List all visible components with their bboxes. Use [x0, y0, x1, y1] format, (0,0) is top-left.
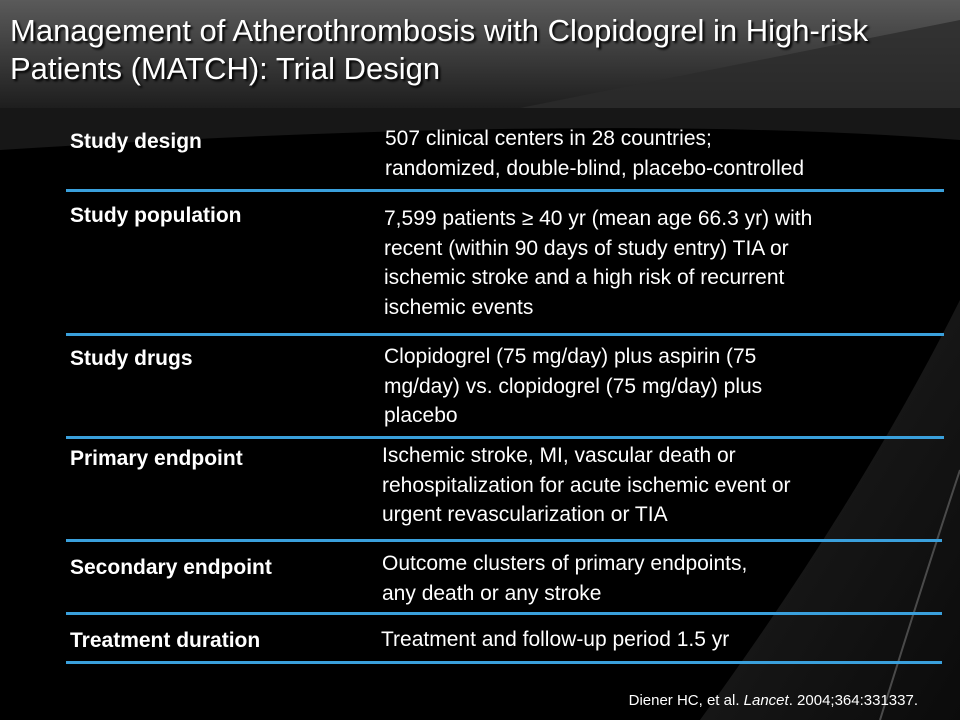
- row-label-treatment-duration: Treatment duration: [70, 629, 261, 652]
- row-value-study-design: [385, 124, 804, 183]
- row-value-line: Treatment and follow-up period 1.5 yr: [381, 628, 730, 651]
- row-value-line: Ischemic stroke, MI, vascular death or: [382, 444, 736, 467]
- row-value-line: Clopidogrel (75 mg/day) plus aspirin (75: [384, 345, 757, 368]
- row-value-line: 507 clinical centers in 28 countries;: [385, 127, 712, 150]
- row-divider: [66, 661, 942, 664]
- citation-journal: Lancet: [743, 692, 789, 709]
- row-divider: [66, 612, 942, 615]
- row-value-study-population: [384, 204, 812, 322]
- citation-authors: Diener HC, et al.: [628, 692, 744, 709]
- row-value-line: any death or any stroke: [382, 581, 602, 605]
- row-value-line: ischemic events: [384, 295, 534, 319]
- row-label-study-population: Study population: [70, 204, 242, 227]
- row-value-line: urgent revascularization or TIA: [382, 503, 668, 526]
- citation-details: . 2004;364:331337.: [788, 692, 918, 709]
- row-value-secondary-endpoint: [382, 549, 747, 608]
- row-value-line: rehospitalization for acute ischemic event or: [382, 473, 791, 497]
- row-value-line: randomized, double-blind, placebo-controlled: [385, 156, 805, 180]
- citation: [629, 692, 918, 709]
- row-value-line: 7,599 patients ≥ 40 yr (mean age 66.3 yr) with: [384, 207, 813, 230]
- row-divider: [66, 436, 944, 439]
- row-value-line: ischemic stroke and a high risk of recurrent: [384, 266, 785, 289]
- row-label-secondary-endpoint: Secondary endpoint: [70, 556, 272, 579]
- row-value-study-drugs: [384, 342, 762, 431]
- row-divider: [66, 333, 944, 336]
- row-value-primary-endpoint: [382, 441, 791, 530]
- row-label-study-design: Study design: [70, 130, 202, 153]
- row-value-line: Outcome clusters of primary endpoints,: [382, 552, 748, 575]
- row-label-primary-endpoint: Primary endpoint: [70, 447, 243, 470]
- row-value-line: recent (within 90 days of study entry) TIA or: [384, 236, 789, 260]
- slide-title: Management of Atherothrombosis with Clopidogrel in High-risk Patients (MATCH): Trial Design: [10, 13, 869, 86]
- row-value-line: placebo: [384, 404, 458, 427]
- row-value-line: mg/day) vs. clopidogrel (75 mg/day) plus: [384, 374, 763, 398]
- row-divider: [66, 539, 942, 542]
- row-divider: [66, 189, 944, 192]
- row-value-treatment-duration: [381, 625, 729, 655]
- row-label-study-drugs: Study drugs: [70, 347, 193, 370]
